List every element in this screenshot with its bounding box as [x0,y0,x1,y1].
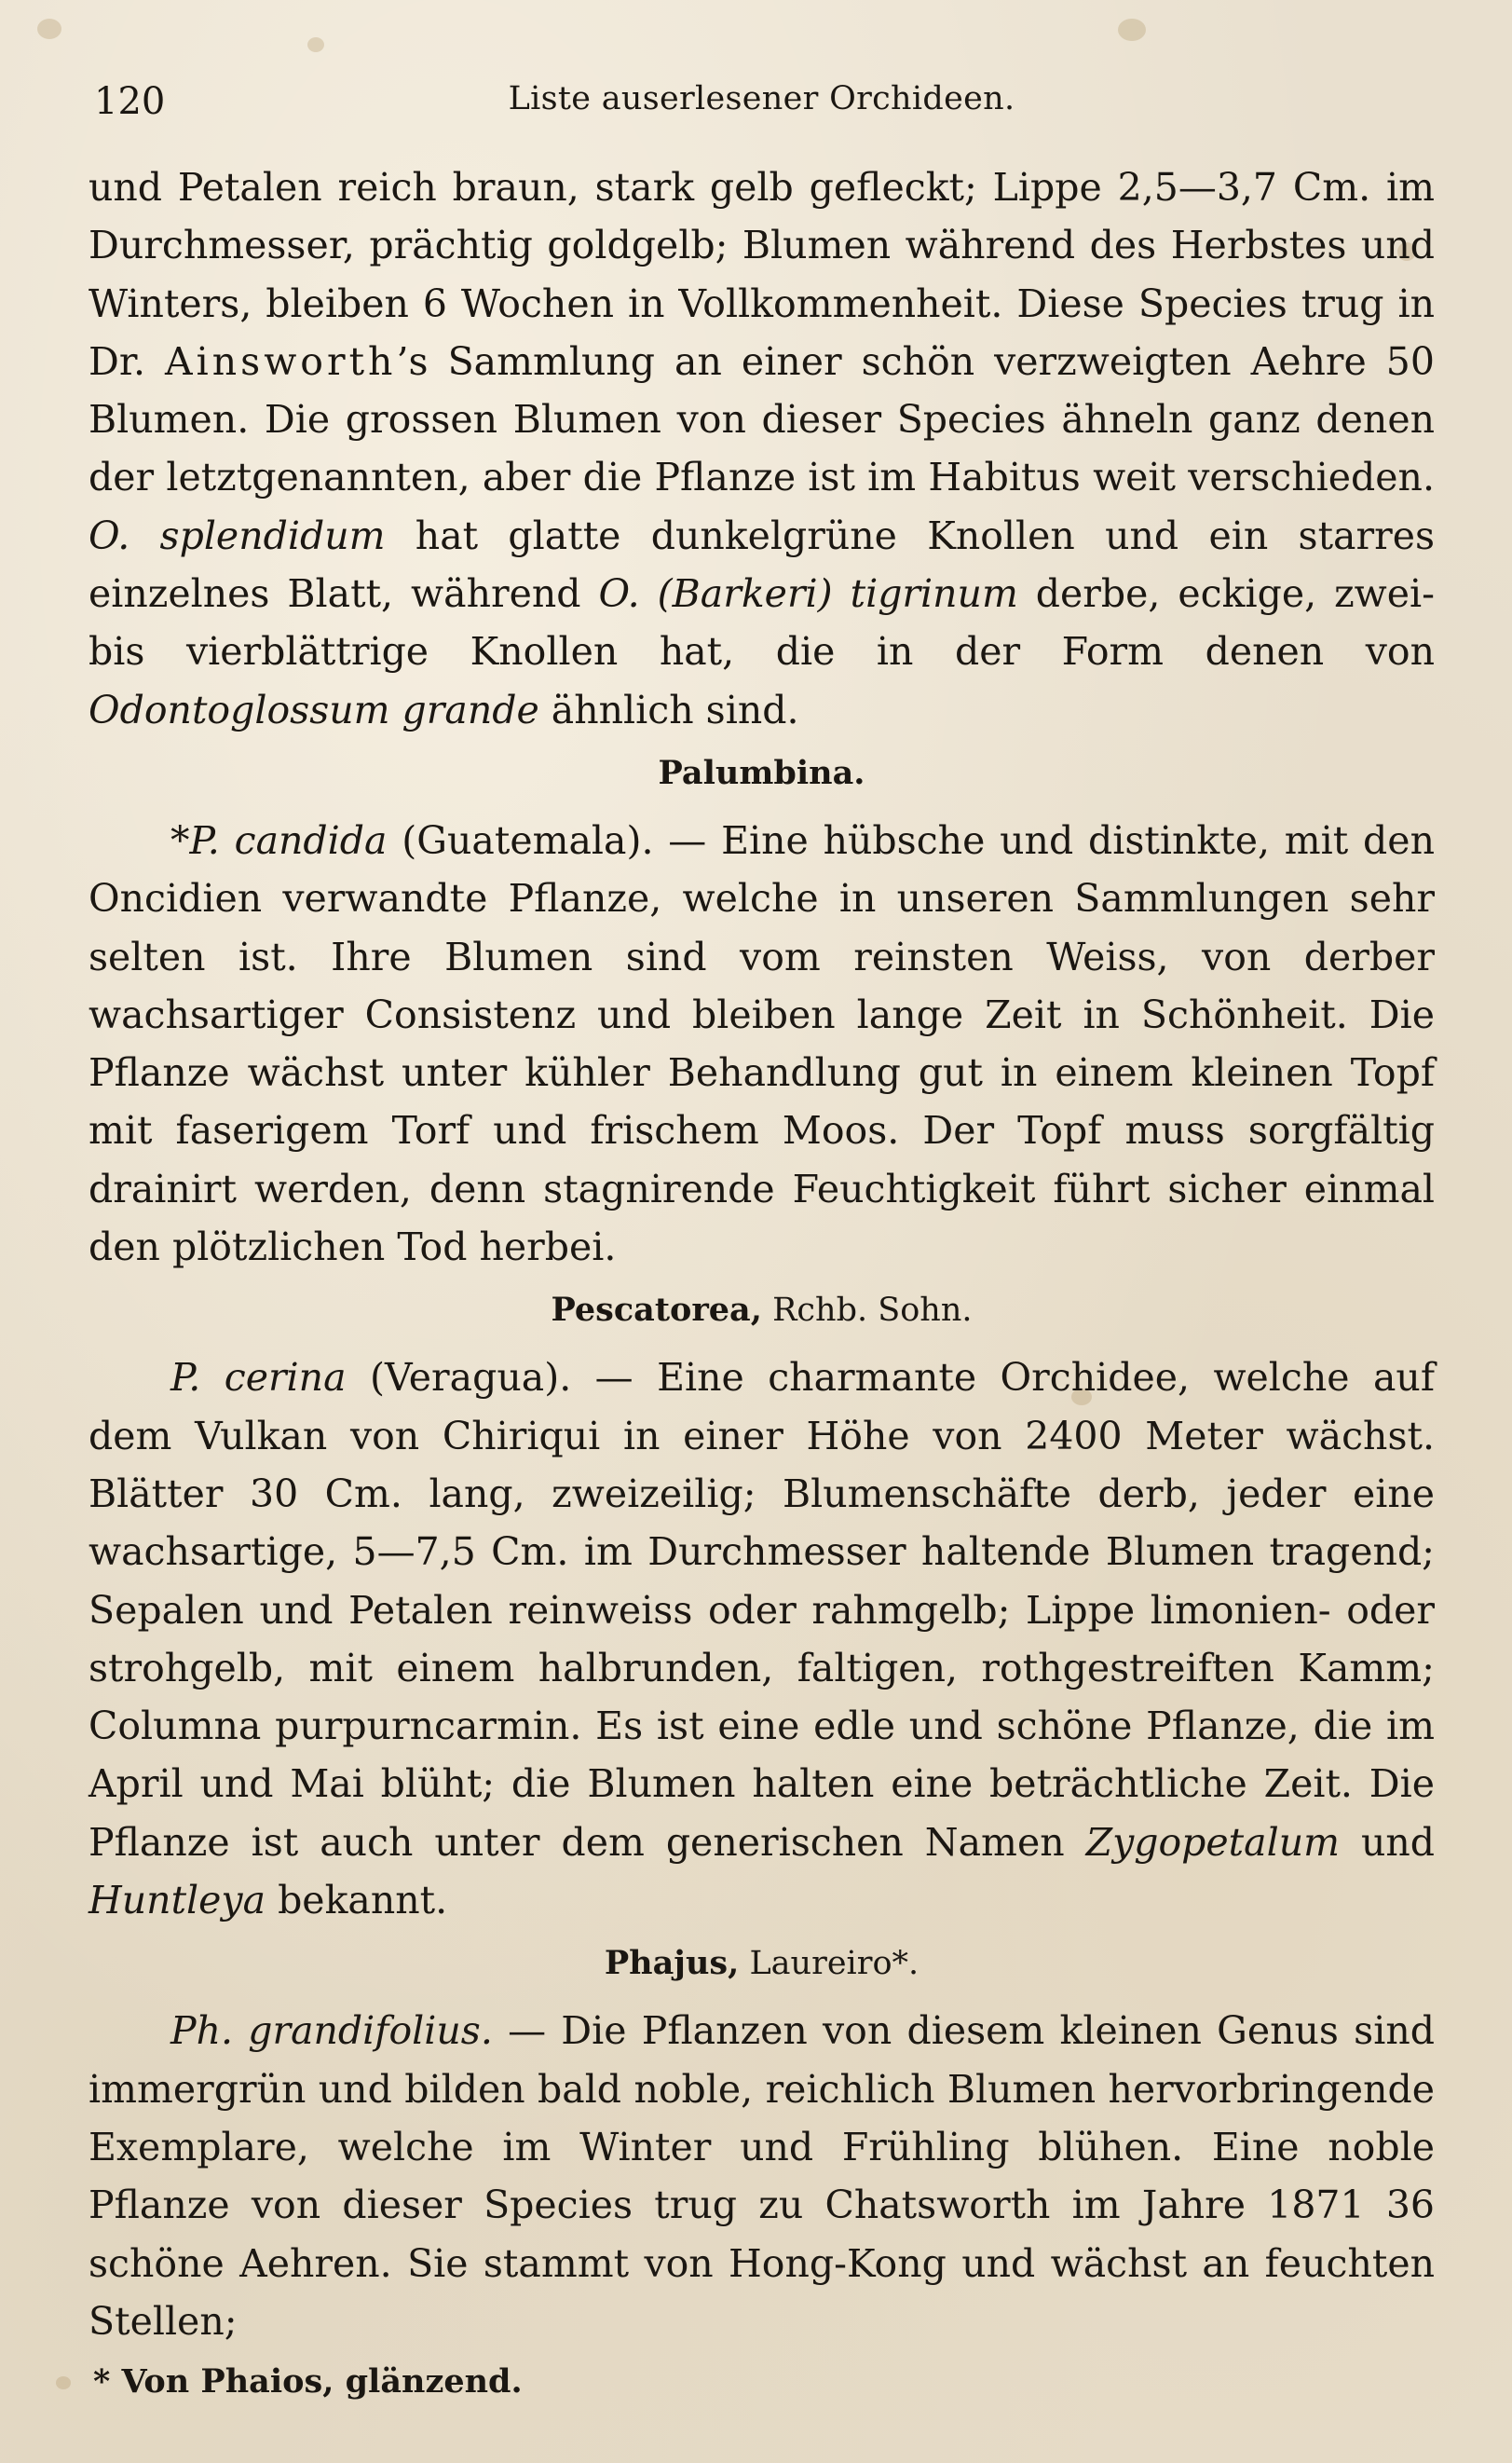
page-number: 120 [94,80,166,123]
genus-name: Phajus, [604,1944,740,1983]
paragraph-odontoglossum-continuation [89,158,1435,739]
footnote: * Von Phaios, glänzend. [93,2362,523,2401]
running-head [89,75,1435,127]
genus-name: Palumbina. [658,753,865,792]
genus-heading-pescatorea [89,1281,1435,1339]
paragraph-phajus-grandifolius [89,2002,1435,2350]
text-run: ’s Sammlung an einer schön verzweigten Aehre 50 Blumen. Die grossen Blumen von dieser Species ähneln ganz denen der letztgenannten, aber die Pflanze ist im Habitus weit verschieden. [89,338,1435,500]
species-name: Ph. grandifolius. [170,2008,493,2054]
book-page [89,75,1435,2350]
genus-heading-palumbina [89,745,1435,802]
body-text [89,158,1435,2350]
species-name: *P. candida [170,817,388,863]
text-run: derbe, eckige, zwei- bis vierblättrige Knollen hat, die in der Form denen von [89,571,1436,675]
genus-name: Zygopetalum [1085,1819,1340,1865]
genus-author: Rchb. Sohn. [772,1292,973,1330]
foxing-spot [1118,19,1146,41]
genus-name: Huntleya [89,1878,266,1923]
genus-name: Pescatorea, [551,1291,762,1330]
text-run: hat glatte dunkelgrüne Knollen und ein starres einzelnes Blatt, während [89,513,1436,617]
text-run: und [1339,1819,1435,1865]
text-run: bekannt. [266,1878,448,1923]
foxing-spot [307,37,324,52]
paragraph-palumbina-candida [89,812,1435,1276]
species-name: O. splendidum [89,513,386,558]
text-run: ähnlich sind. [538,687,799,732]
genus-author: Laureiro*. [749,1945,919,1983]
species-name: P. cerina [170,1355,347,1401]
foxing-spot [37,19,61,39]
species-name: O. (Barkeri) tigrinum [598,571,1018,617]
text-run: (Veragua). — Eine charmante Orchidee, welche auf dem Vulkan von Chiriqui in einer Höhe von 2400 Meter wächst. Blätter 30 Cm. lang, zweizeilig; Blumenschäfte derb, jeder eine wachsartige, 5—7,5 Cm. im Durchmesser haltende Blumen tragend; Sepalen und Petalen reinweiss oder rahmgelb; Lippe limonien- oder strohgelb, mit einem halbrunden, faltigen, rothgestreiften Kamm; Columna purpurncarmin. Es ist eine edle und schöne Pflanze, die im April und Mai blüht; die Blumen halten eine beträchtliche Zeit. Die Pflanze ist auch unter dem generischen Namen [89,1355,1435,1865]
paragraph-pescatorea-cerina [89,1348,1435,1929]
species-name: Odontoglossum grande [89,687,539,732]
text-run: — Die Pflanzen von diesem kleinen Genus sind immergrün und bilden bald noble, reichlich Blumen hervorbringende Exemplare, welche im Winter und Frühling blühen. Eine noble Pflanze von dieser Species trug zu Chatsworth im Jahre 1871 36 schöne Aehren. Sie stammt von Hong-Kong und wächst an feuchten Stellen; [89,2008,1435,2344]
running-title: Liste auserlesener Orchideen. [508,80,1015,117]
foxing-spot [56,2376,71,2389]
text-run: und Petalen reich braun, stark gelb gefleckt; Lippe 2,5—3,7 Cm. im Durchmesser, prächtig goldgelb; Blumen während des Herbstes und Winters, bleiben 6 Wochen in Vollkommenheit. Diese Species trug in Dr. [89,165,1435,384]
person-name: Ainsworth [165,338,397,384]
text-run: (Guatemala). — Eine hübsche und distinkte, mit den Oncidien verwandte Pflanze, welche in unseren Sammlungen sehr selten ist. Ihre Blumen sind vom reinsten Weiss, von derber wachsartiger Consistenz und bleiben lange Zeit in Schönheit. Die Pflanze wächst unter kühler Behandlung gut in einem kleinen Topf mit faserigem Torf und frischem Moos. Der Topf muss sorgfältig drainirt werden, denn stagnirende Feuchtigkeit führt sicher einmal den plötzlichen Tod herbei. [89,817,1435,1270]
genus-heading-phajus [89,1935,1435,1992]
